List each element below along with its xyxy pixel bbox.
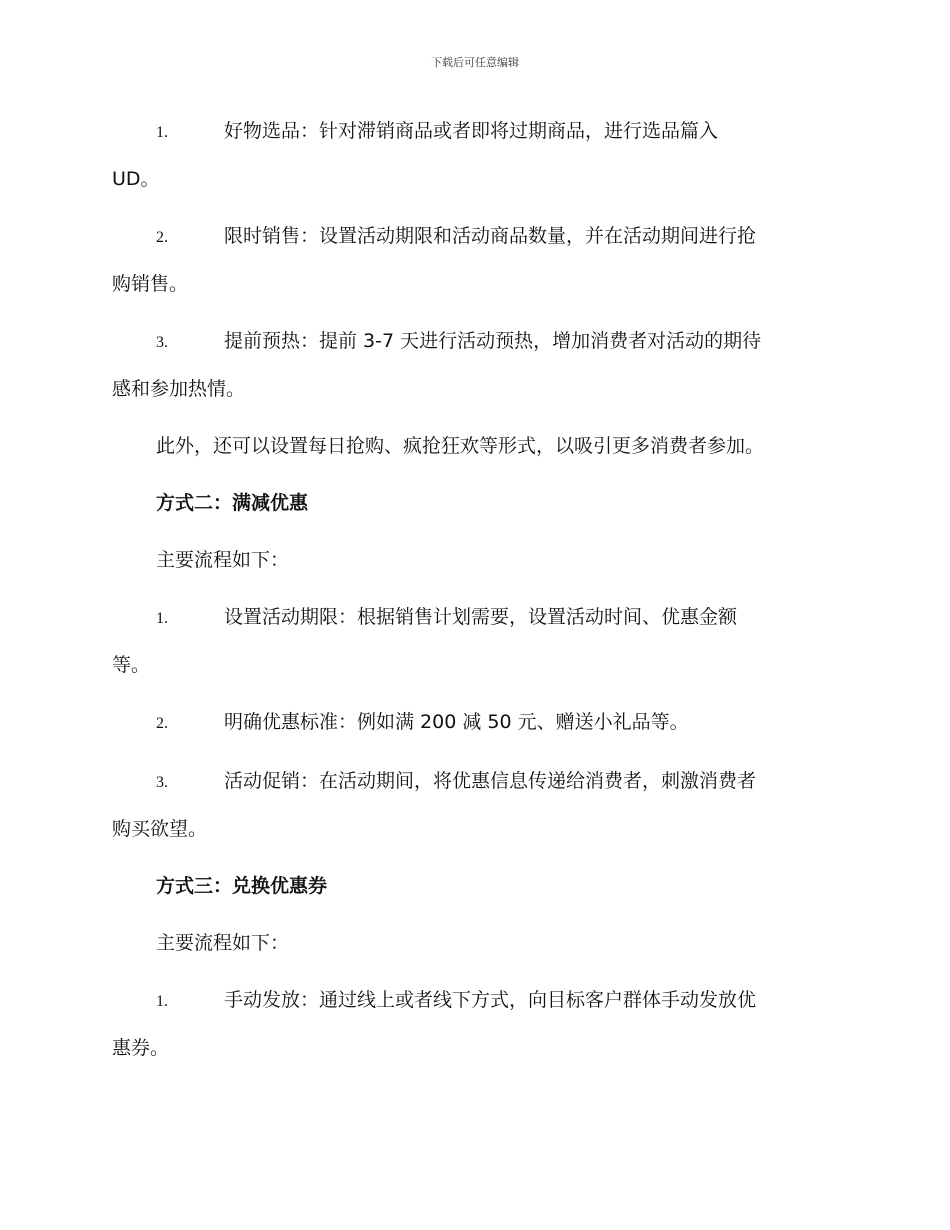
paragraph: 此外，还可以设置每日抢购、疯抢狂欢等形式，以吸引更多消费者参加。 bbox=[156, 435, 765, 457]
list-number: 3. bbox=[156, 334, 168, 351]
list-text: 限时销售：设置活动期限和活动商品数量，并在活动期间进行抢 bbox=[224, 225, 757, 247]
list-text: 设置活动期限：根据销售计划需要，设置活动时间、优惠金额 bbox=[224, 606, 738, 628]
list-text: 提前预热：提前 3-7 天进行活动预热，增加消费者对活动的期待 bbox=[224, 330, 762, 352]
list-number: 1. bbox=[156, 124, 168, 141]
list-number: 2. bbox=[156, 715, 168, 732]
list-item bbox=[112, 108, 834, 202]
list-item bbox=[112, 318, 834, 412]
list-number: 2. bbox=[156, 229, 168, 246]
list-item bbox=[112, 977, 834, 1071]
paragraph: 主要流程如下： bbox=[156, 932, 290, 954]
list-text: 好物选品：针对滞销商品或者即将过期商品，进行选品篇入 bbox=[224, 120, 719, 142]
list-number: 1. bbox=[156, 610, 168, 627]
list-text: 明确优惠标准：例如满 200 减 50 元、赠送小礼品等。 bbox=[224, 711, 689, 733]
list-text-continued: 购销售。 bbox=[112, 273, 189, 295]
paragraph: 主要流程如下： bbox=[156, 549, 290, 571]
list-text: 活动促销：在活动期间，将优惠信息传递给消费者，刺激消费者 bbox=[224, 770, 757, 792]
list-item bbox=[112, 699, 834, 747]
list-item bbox=[112, 213, 834, 307]
list-number: 3. bbox=[156, 774, 168, 791]
list-item bbox=[112, 594, 834, 688]
list-text-continued: 感和参加热情。 bbox=[112, 378, 246, 400]
list-text-continued: UD。 bbox=[112, 168, 160, 190]
list-text-continued: 购买欲望。 bbox=[112, 818, 208, 840]
list-text-continued: 惠券。 bbox=[112, 1037, 170, 1059]
section-heading: 方式二：满减优惠 bbox=[156, 492, 309, 514]
document-body bbox=[112, 108, 834, 1082]
section-heading: 方式三：兑换优惠券 bbox=[156, 875, 328, 897]
page-header: 下载后可任意编辑 bbox=[431, 56, 519, 69]
list-number: 1. bbox=[156, 993, 168, 1010]
list-text: 手动发放：通过线上或者线下方式，向目标客户群体手动发放优 bbox=[224, 989, 757, 1011]
list-item bbox=[112, 758, 834, 852]
list-text-continued: 等。 bbox=[112, 654, 151, 676]
